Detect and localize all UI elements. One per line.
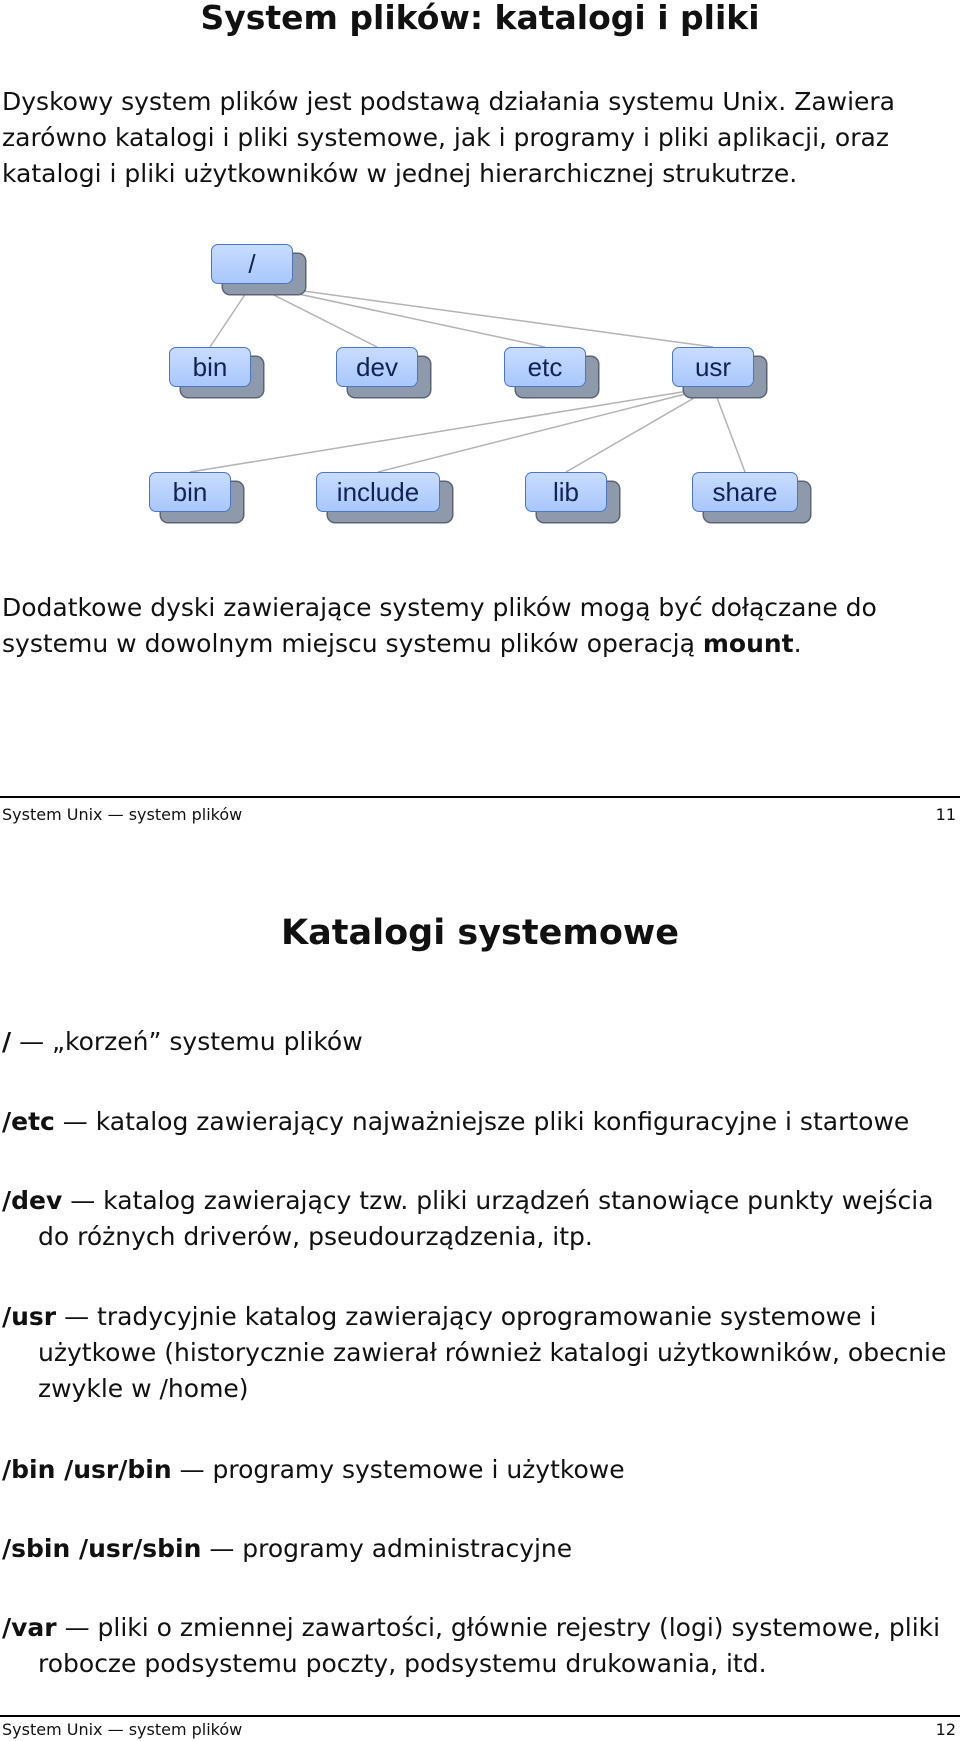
dir-path: /var	[2, 1613, 57, 1642]
outro-period: .	[793, 629, 802, 658]
dir-desc: — programy administracyjne	[201, 1534, 573, 1563]
dir-desc: — katalog zawierający tzw. pliki urządzeń stanowiące punkty wejścia do różnych driverów, pseudourządzenia, itp.	[38, 1186, 934, 1251]
dir-desc: — tradycyjnie katalog zawierający oprogramowanie systemowe i użytkowe (historycznie zawierał również katalogi użytkowników, obecnie zwykle w /home)	[38, 1302, 947, 1403]
dir-item-var	[2, 1610, 952, 1682]
slide1-footer-rule	[0, 796, 960, 798]
tree-node-lib: lib	[525, 472, 607, 512]
tree-node-include: include	[316, 472, 440, 512]
tree-node-root: /	[211, 244, 293, 284]
edge-root-usr	[252, 284, 713, 347]
tree-node-usr: usr	[672, 347, 754, 387]
dir-item-dev	[2, 1183, 952, 1255]
slide1-title: System plików: katalogi i pliki	[200, 0, 760, 37]
dir-desc: — „korzeń” systemu plików	[11, 1027, 363, 1056]
dir-item-sbin	[2, 1531, 952, 1567]
edge-root-dev	[252, 284, 377, 347]
tree-node-usr-bin: bin	[149, 472, 231, 512]
tree-node-bin: bin	[169, 347, 251, 387]
dir-path: /dev	[2, 1186, 63, 1215]
slide2-footer-rule	[0, 1715, 960, 1717]
mount-command: mount	[702, 629, 794, 658]
slide1-page-number: 11	[935, 805, 956, 824]
dir-item-root	[2, 1024, 952, 1060]
tree-node-etc: etc	[504, 347, 586, 387]
tree-connectors	[0, 230, 960, 550]
slide2-footer-left: System Unix — system plików	[2, 1720, 243, 1739]
dir-desc: — pliki o zmiennej zawartości, głównie rejestry (logi) systemowe, pliki robocze podsystemu poczty, podsystemu drukowania, itd.	[38, 1613, 941, 1678]
slide2-title: Katalogi systemowe	[281, 913, 679, 953]
dir-path: /usr	[2, 1302, 57, 1331]
slide1-footer-left: System Unix — system plików	[2, 805, 243, 824]
edge-usr-lib	[566, 387, 713, 472]
dir-path: /sbin /usr/sbin	[2, 1534, 202, 1563]
dir-desc: — programy systemowe i użytkowe	[171, 1455, 625, 1484]
tree-node-dev: dev	[336, 347, 418, 387]
edge-root-etc	[252, 284, 545, 347]
edge-usr-include	[378, 387, 713, 472]
edge-root-bin	[210, 284, 252, 347]
dir-path: /etc	[2, 1107, 55, 1136]
dir-path: /bin /usr/bin	[2, 1455, 172, 1484]
slide1-intro: Dyskowy system plików jest podstawą działania systemu Unix. Zawiera zarówno katalogi i pliki systemowe, jak i programy i pliki aplikacji, oraz katalogi i pliki użytkowników w jednej hierarchicznej strukutrze.	[2, 87, 896, 188]
tree-node-share: share	[692, 472, 798, 512]
dir-item-etc	[2, 1104, 952, 1140]
dir-path: /	[2, 1027, 12, 1056]
dir-desc: — katalog zawierający najważniejsze pliki konfiguracyjne i startowe	[54, 1107, 910, 1136]
dir-item-bin	[2, 1452, 952, 1488]
slide2-page-number: 12	[935, 1720, 956, 1739]
edge-usr-bin	[190, 387, 713, 472]
edge-usr-share	[713, 387, 745, 472]
outro-text: Dodatkowe dyski zawierające systemy plików mogą być dołączane do systemu w dowolnym miejscu systemu plików operacją	[2, 593, 877, 658]
dir-item-usr	[2, 1299, 952, 1407]
slide1-outro	[2, 590, 958, 662]
